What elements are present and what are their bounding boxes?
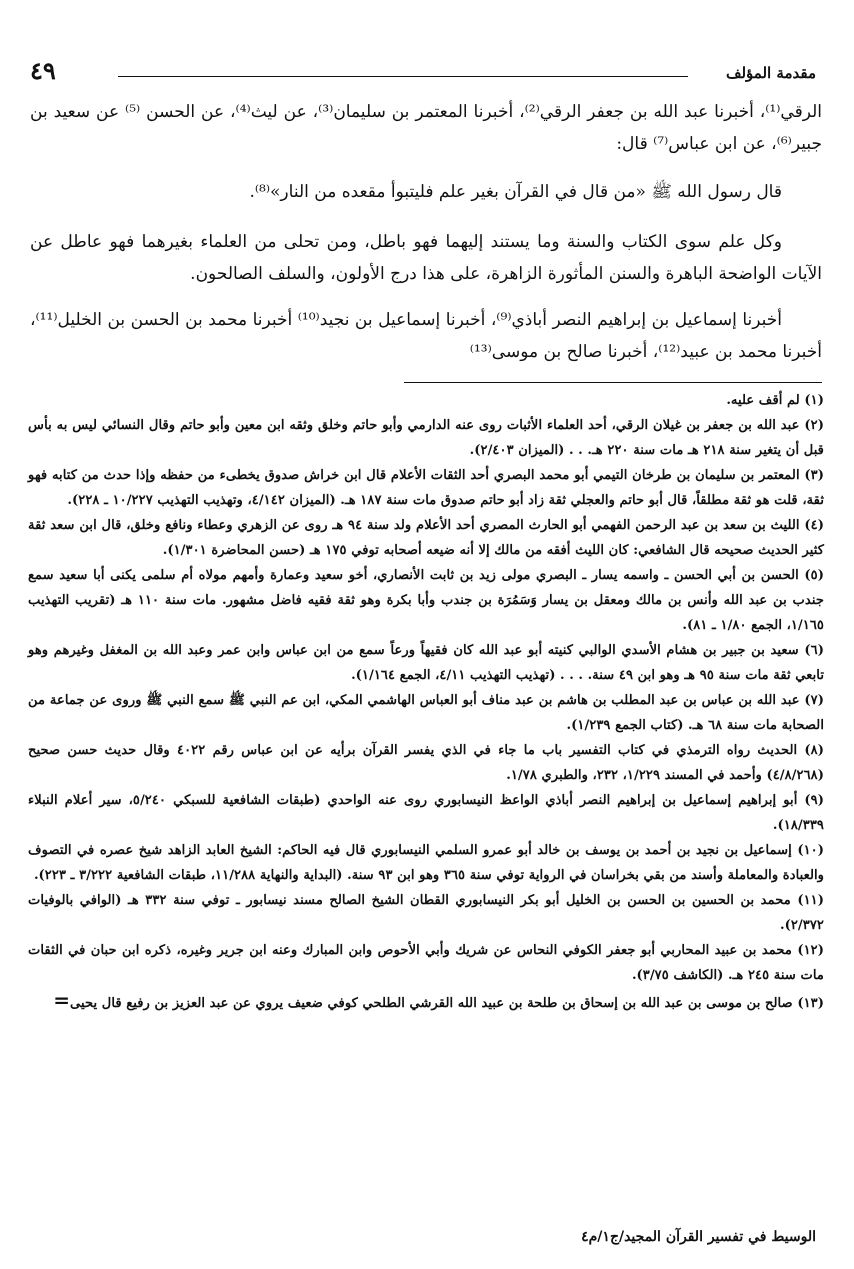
footnote-text: عبد الله بن جعفر بن غيلان الرقي، أحد العلماء الأثبات روى عنه الدارمي وأبو حاتم وخلق وثقه ابن معين وأبو حاتم وقال النسائي ليس به بأس قبل أن يتغير سنة ٢١٨ هـ مات سنة ٢٢٠ هـ. . . (الميزان ٢/٤٠٣). [28, 418, 824, 458]
footnote [28, 463, 824, 513]
footnote-number: (٢) [804, 418, 824, 433]
body-paragraph: قال رسول الله ﷺ «من قال في القرآن بغير علم فليتبوأ مقعده من النار»⁽⁸⁾. [249, 182, 782, 202]
main-text [30, 96, 822, 366]
footnote [28, 413, 824, 463]
footnote-number: (١٢) [797, 943, 824, 958]
footnote [28, 563, 824, 638]
footnote-text: المعتمر بن سليمان بن طرخان التيمي أبو محمد البصري أحد الثقات الأعلام قال ابن خراش صدوق يخطىء من حفظه وإذا حدث من كتابه فهو ثقة، قلت هو ثقة مطلقاً، قال أبو حاتم والعجلي ثقة زاد أبو حاتم صدوق مات سنة ١٨٧ هـ. (الميزان ٤/١٤٢، وتهذيب التهذيب ١٠/٢٢٧ ـ ٢٢٨). [28, 468, 824, 508]
footnote [28, 388, 824, 413]
footnote-text: محمد بن الحسين بن الحسن بن الخليل أبو بكر النيسابوري القطان الشيخ الصالح مسند نيسابور ـ توفي سنة ٣٣٢ هـ (الوافي بالوفيات ٢/٣٧٢). [28, 893, 824, 933]
footnote-number: (٤) [804, 518, 824, 533]
footnote-number: (١) [804, 393, 824, 408]
footnote-number: (٦) [804, 643, 825, 658]
section-title: مقدمة المؤلف [725, 64, 816, 82]
footnote-text: الحديث رواه الترمذي في كتاب التفسير باب ما جاء في الذي يفسر القرآن برأيه عن ابن عباس رقم ٤٠٢٢ وقال حديث حسن صحيح (٤/٨/٢٦٨) وأحمد في المسند ١/٢٢٩، ٢٣٢، والطبري ١/٧٨. [28, 743, 824, 783]
footnote-number: (٩) [804, 793, 824, 808]
footnote-text: إسماعيل بن نجيد بن أحمد بن يوسف بن خالد أبو عمرو السلمي النيسابوري قال فيه الحاكم: الشيخ العابد الزاهد شيخ عصره في التصوف والعبادة والمعاملة وأسند من بقي بخراسان في الرواية توفي سنة ٣٦٥ وهو ابن ٩٣ سنة. (البداية والنهاية ١١/٢٨٨، طبقات الشافعية ٣/٢٢٢ ـ ٢٢٣). [28, 843, 824, 883]
footnote [28, 788, 824, 838]
footnote-number: (١٣) [797, 996, 824, 1011]
footnote-number: (٨) [804, 743, 824, 758]
footnote-text: الليث بن سعد بن عبد الرحمن الفهمي أبو الحارث المصري أحد الأعلام ولد سنة ٩٤ هـ روى عن الزهري وعطاء ونافع وخلق، قال ابن سعد ثقة كثير الحديث صحيحه قال الشافعي: كان الليث أفقه من مالك إلا أنه ضيعه أصحابه توفي ١٧٥ هـ (حسن المحاضرة ١/٣٠١). [28, 518, 824, 558]
footnote-text: محمد بن عبيد المحاربي أبو جعفر الكوفي النحاس عن شريك وأبي الأحوص وابن المبارك وعنه ابن جرير وغيره، ذكره ابن حبان في الثقات مات سنة ٢٤٥ هـ. (الكاشف ٣/٧٥). [28, 943, 824, 983]
footnote-number: (٣) [804, 468, 824, 483]
body-paragraph: أخبرنا إسماعيل بن إبراهيم النصر أباذي⁽⁹⁾، أخبرنا إسماعيل بن نجيد⁽¹⁰⁾ أخبرنا محمد بن الحسن بن الخليل⁽¹¹⁾، أخبرنا محمد بن عبيد⁽¹²⁾، أخبرنا صالح بن موسى⁽¹³⁾ [30, 310, 822, 362]
footnote-text: الحسن بن أبي الحسن ـ واسمه يسار ـ البصري مولى زيد بن ثابت الأنصاري، أخو سعيد وعمارة وأمهم مولاه أم سلمى يكنى أبا سعيد سمع جندب بن عبد الله وأنس بن مالك ومعقل بن يسار وَسَمُرَة بن جندب وأبا بكرة وهو ثقة فقيه فاضل مشهور. مات سنة ١١٠ هـ (تقريب التهذيب ١/١٦٥، الجمع ١/٨٠ ـ ٨١). [28, 568, 824, 633]
footnote-number: (٥) [804, 568, 825, 583]
footnote [28, 838, 824, 888]
footnote-text: أبو إبراهيم إسماعيل بن إبراهيم النصر أباذي الواعظ النيسابوري روى عنه الواحدي (طبقات الشافعية للسبكي ٥/٢٤٠، سير أعلام النبلاء ١٨/٣٣٩). [28, 793, 824, 833]
footnote-number: (١١) [797, 893, 824, 908]
footnote-text: سعيد بن جبير بن هشام الأسدي الوالبي كنيته أبو عبد الله كان فقيهاً ورعاً سمع من ابن عباس وابن عمر وعبد الله بن المغفل وغيرهم وهو تابعي ثقة مات سنة ٩٥ هـ وهو ابن ٤٩ سنة. . . . (تهذيب التهذيب ٤/١١، الجمع ١/١٦٤). [28, 643, 824, 683]
footnote [28, 513, 824, 563]
footnote-number: (١٠) [797, 843, 825, 858]
header-rule [118, 76, 688, 77]
footnote [28, 738, 824, 788]
footnote-text: عبد الله بن عباس بن عبد المطلب بن هاشم بن عبد مناف أبو العباس الهاشمي المكي، ابن عم النبي ﷺ سمع النبي ﷺ وروى عن جماعة من الصحابة مات سنة ٦٨ هـ. (كتاب الجمع ١/٢٣٩). [28, 693, 824, 733]
page-number: ٤٩ [30, 56, 56, 85]
book-footer: الوسيط في تفسير القرآن المجيد/ج١/م٤ [581, 1229, 816, 1245]
footnote-separator [404, 382, 822, 383]
footnote [28, 638, 824, 688]
continuation-mark: = [53, 988, 71, 1012]
footnote-text: لم أقف عليه. [726, 393, 800, 408]
footnote [28, 888, 824, 938]
footnotes [28, 388, 824, 1016]
footnote-text: صالح بن موسى بن عبد الله بن إسحاق بن طلحة بن عبيد الله القرشي الطلحي كوفي ضعيف يروي عن عبد العزيز بن رفيع قال يحيى [70, 996, 793, 1011]
footnote [28, 688, 824, 738]
body-paragraph: وكل علم سوى الكتاب والسنة وما يستند إليهما فهو باطل، ومن تحلى من العلماء بغيرهما فهو عاطل عن الآيات الواضحة الباهرة والسنن المأثورة الزاهرة، على هذا درج الأولون، والسلف الصالحون. [30, 232, 822, 284]
footnote [28, 938, 824, 988]
footnote [28, 988, 824, 1016]
running-header [30, 56, 816, 90]
footnote-number: (٧) [804, 693, 824, 708]
body-paragraph: الرقي⁽¹⁾، أخبرنا عبد الله بن جعفر الرقي⁽²⁾، أخبرنا المعتمر بن سليمان⁽³⁾، عن ليث⁽⁴⁾، عن الحسن ⁽⁵⁾ عن سعيد بن جبير⁽⁶⁾، عن ابن عباس⁽⁷⁾ قال: [30, 102, 822, 154]
